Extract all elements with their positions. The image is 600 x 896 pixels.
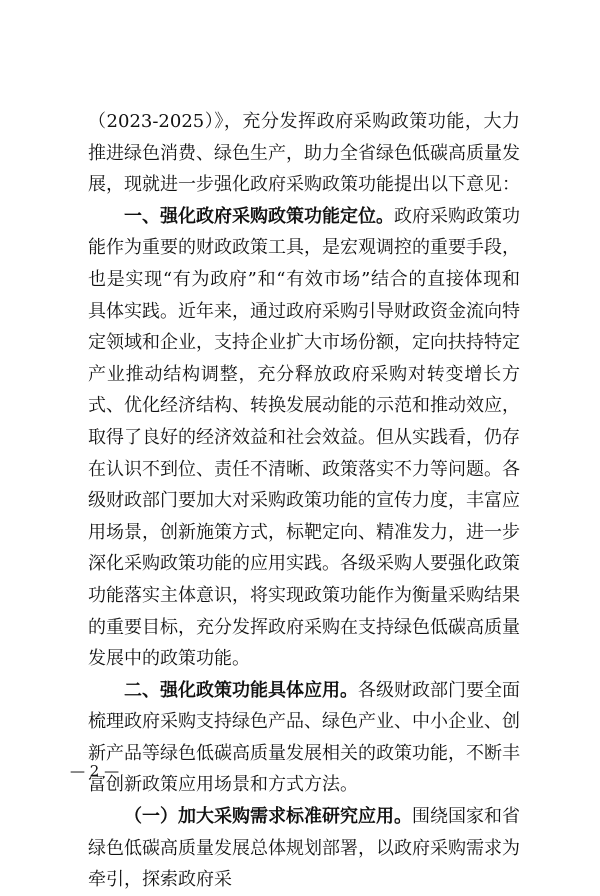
section-1-text: 政府采购政策功能作为重要的财政政策工具，是宏观调控的重要手段，也是实现“有为政府”和“有效市场”结合的直接体现和具体实践。近年来，通过政府采购引导财政资金流向特定领域和企业，支持企业扩大市场份额，定向扶持特定产业推动结构调整，充分释放政府采购对转变增长方式、优化经济结构、转换发展动能的示范和推动效应，取得了良好的经济效益和社会效益。但从实践看，仍存在认识不到位、责任不清晰、政策落实不力等问题。各级财政部门要加大对采购政策功能的宣传力度，丰富应用场景，创新施策方式，标靶定向、精准发力，进一步深化采购政策功能的应用实践。各级采购人要强化政策功能落实主体意识，将实现政策功能作为衡量采购结果的重要目标，充分发挥政府采购在支持绿色低碳高质量发展中的政策功能。: [88, 205, 520, 670]
paragraph-section-2-1: [88, 801, 520, 896]
section-2-1-heading: （一）加大采购需求标准研究应用。: [124, 806, 412, 828]
paragraph-section-1: [88, 201, 520, 675]
paragraph-intro-text: （2023-2025）》，充分发挥政府采购政策功能，大力推进绿色消费、绿色生产，助力全省绿色低碳高质量发展，现就进一步强化政府采购政策功能提出以下意见：: [88, 111, 520, 196]
section-2-heading: 二、强化政策功能具体应用。: [124, 679, 358, 701]
paragraph-section-2: [88, 675, 520, 801]
section-2-text: 各级财政部门要全面梳理政府采购支持绿色产品、绿色产业、中小企业、创新产品等绿色低碳高质量发展相关的政策功能，不断丰富创新政策应用场景和方式方法。: [88, 679, 520, 796]
page-number: — 2 —: [70, 762, 120, 780]
section-1-heading: 一、强化政府采购政策功能定位。: [124, 205, 394, 227]
paragraph-intro: [88, 106, 520, 201]
document-body: [88, 106, 520, 896]
section-2-1-text: 围绕国家和省绿色低碳高质量发展总体规划部署，以政府采购需求为牵引，探索政府采: [88, 806, 520, 891]
